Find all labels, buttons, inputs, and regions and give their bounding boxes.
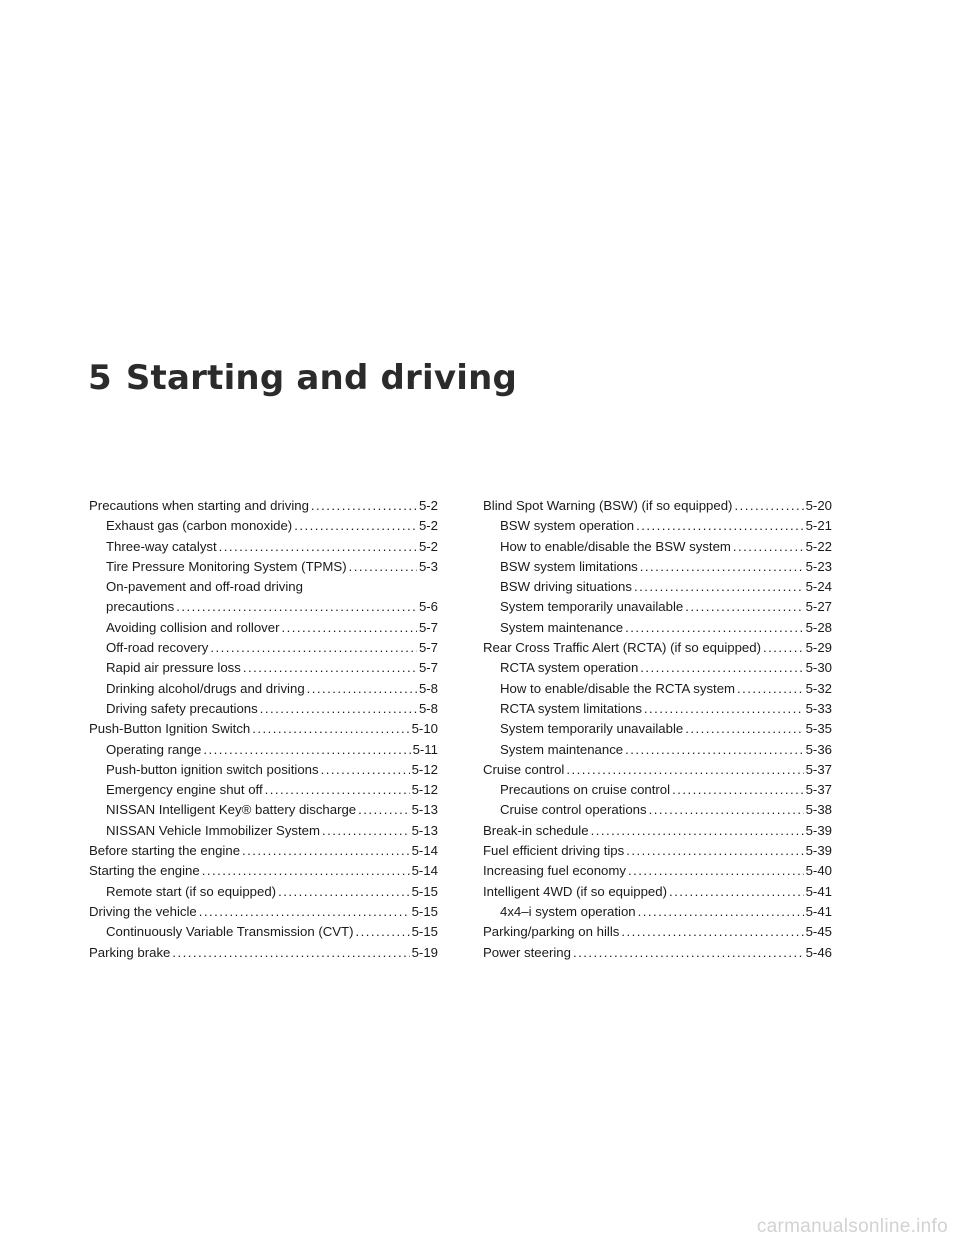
toc-entry-label: BSW driving situations xyxy=(500,579,632,595)
toc-entry-label: Remote start (if so equipped) xyxy=(106,883,277,899)
toc-entry[interactable] xyxy=(483,496,832,516)
toc-entry-page: 5-33 xyxy=(805,700,832,716)
toc-entry-label: Driving safety precautions xyxy=(106,700,258,716)
toc-entry-page: 5-10 xyxy=(411,721,438,737)
toc-entry-label: RCTA system limitations xyxy=(500,700,642,716)
toc-entry[interactable] xyxy=(483,618,832,638)
toc-entry-label: Before starting the engine xyxy=(89,843,241,859)
toc-entry-label: Three-way catalyst xyxy=(106,538,217,554)
toc-entry[interactable] xyxy=(483,516,832,536)
toc-right-column xyxy=(483,496,832,963)
toc-entry[interactable] xyxy=(483,597,832,617)
toc-entry-page: 5-32 xyxy=(805,680,832,696)
toc-entry-page: 5-15 xyxy=(411,903,438,919)
toc-entry-label: Power steering xyxy=(483,944,571,960)
toc-entry-page: 5-41 xyxy=(805,883,832,899)
toc-entry[interactable] xyxy=(89,882,438,902)
toc-entry-page: 5-41 xyxy=(805,903,832,919)
toc-entry[interactable] xyxy=(89,516,438,536)
toc-entry-page: 5-45 xyxy=(805,924,832,940)
toc-entry[interactable] xyxy=(89,699,438,719)
toc-dot-leader xyxy=(625,740,803,760)
toc-entry-label: RCTA system operation xyxy=(500,660,639,676)
toc-entry[interactable] xyxy=(89,557,438,577)
toc-entry-label: Drinking alcohol/drugs and driving xyxy=(106,680,305,696)
toc-dot-leader xyxy=(172,943,409,963)
toc-entry-label: Emergency engine shut off xyxy=(106,782,263,798)
toc-entry-page: 5-11 xyxy=(412,741,438,757)
toc-entry-page: 5-36 xyxy=(805,741,832,757)
toc-dot-leader xyxy=(644,699,804,719)
toc-entry-label: Rapid air pressure loss xyxy=(106,660,241,676)
toc-entry-page: 5-29 xyxy=(805,640,832,656)
toc-dot-leader xyxy=(640,557,804,577)
toc-entry-label: Exhaust gas (carbon monoxide) xyxy=(106,518,293,534)
toc-entry-page: 5-13 xyxy=(411,802,438,818)
toc-dot-leader xyxy=(242,841,410,861)
toc-entry[interactable] xyxy=(483,902,832,922)
toc-dot-leader xyxy=(763,638,804,658)
toc-entry[interactable] xyxy=(483,557,832,577)
toc-dot-leader xyxy=(355,922,409,942)
toc-entry-page: 5-13 xyxy=(411,822,438,838)
toc-dot-leader xyxy=(307,679,417,699)
toc-dot-leader xyxy=(349,557,417,577)
toc-entry-page: 5-8 xyxy=(418,700,438,716)
toc-dot-leader xyxy=(219,537,417,557)
toc-entry-page: 5-35 xyxy=(805,721,832,737)
toc-entry-label: Increasing fuel economy xyxy=(483,863,626,879)
toc-entry-page: 5-15 xyxy=(411,883,438,899)
toc-entry[interactable] xyxy=(89,679,438,699)
toc-dot-leader xyxy=(625,618,803,638)
toc-dot-leader xyxy=(573,943,804,963)
toc-dot-leader xyxy=(322,821,410,841)
toc-entry-label: System maintenance xyxy=(500,741,624,757)
toc-entry[interactable] xyxy=(89,760,438,780)
toc-entry[interactable] xyxy=(89,496,438,516)
toc-dot-leader xyxy=(358,800,409,820)
watermark: carmanualsonline.info xyxy=(756,1216,948,1237)
toc-dot-leader xyxy=(636,516,803,536)
toc-dot-leader xyxy=(621,922,803,942)
toc-left-column xyxy=(89,496,438,963)
toc-entry-label: Blind Spot Warning (BSW) (if so equipped) xyxy=(483,498,733,513)
toc-dot-leader xyxy=(626,841,803,861)
toc-dot-leader xyxy=(591,821,804,841)
toc-entry-page: 5-6 xyxy=(418,599,438,615)
toc-entry-page: 5-38 xyxy=(805,802,832,818)
toc-dot-leader xyxy=(733,537,804,557)
toc-entry[interactable] xyxy=(89,861,438,881)
toc-dot-leader xyxy=(685,597,803,617)
toc-entry-label: Off-road recovery xyxy=(106,640,209,656)
toc-entry[interactable] xyxy=(483,882,832,902)
toc-entry-label: Intelligent 4WD (if so equipped) xyxy=(483,883,667,899)
toc-entry-label: 4x4–i system operation xyxy=(500,903,636,919)
toc-entry-page: 5-30 xyxy=(805,660,832,676)
toc-entry[interactable] xyxy=(483,943,832,963)
toc-entry[interactable] xyxy=(89,537,438,557)
toc-dot-leader xyxy=(311,496,417,516)
toc-dot-leader xyxy=(282,618,417,638)
toc-entry-label: Starting the engine xyxy=(89,863,200,879)
toc-entry[interactable] xyxy=(483,699,832,719)
toc-entry-page: 5-23 xyxy=(805,558,832,574)
toc-entry-label: Avoiding collision and rollover xyxy=(106,619,280,635)
toc-entry[interactable] xyxy=(89,658,438,678)
toc-entry[interactable] xyxy=(483,800,832,820)
toc-entry[interactable] xyxy=(483,760,832,780)
toc-dot-leader xyxy=(672,780,804,800)
toc-dot-leader xyxy=(202,861,410,881)
toc-entry[interactable] xyxy=(89,821,438,841)
toc-entry-page: 5-7 xyxy=(418,640,438,656)
toc-entry[interactable] xyxy=(483,821,832,841)
toc-entry-page: 5-39 xyxy=(805,843,832,859)
toc-entry[interactable] xyxy=(483,922,832,942)
toc-entry-page: 5-37 xyxy=(805,761,832,777)
toc-entry[interactable] xyxy=(483,537,832,557)
toc-entry[interactable] xyxy=(89,597,438,617)
toc-dot-leader xyxy=(210,638,417,658)
toc-dot-leader xyxy=(278,882,410,902)
toc-entry[interactable] xyxy=(483,780,832,800)
toc-entry-page: 5-39 xyxy=(805,822,832,838)
toc-dot-leader xyxy=(669,882,804,902)
toc-entry[interactable] xyxy=(89,638,438,658)
toc-entry-label: Tire Pressure Monitoring System (TPMS) xyxy=(106,558,347,574)
toc-entry-page: 5-27 xyxy=(805,599,832,615)
toc-entry-label: Cruise control operations xyxy=(500,802,647,818)
toc-entry-page: 5-3 xyxy=(418,558,438,574)
toc-entry-page: 5-19 xyxy=(411,944,438,960)
toc-entry-page: 5-12 xyxy=(411,761,438,777)
toc-entry-page: 5-14 xyxy=(411,843,438,859)
toc-entry-page: 5-24 xyxy=(805,579,832,595)
toc-entry-page: 5-20 xyxy=(805,498,832,513)
toc-dot-leader xyxy=(566,760,803,780)
toc-entry[interactable] xyxy=(483,740,832,760)
toc-entry-label: BSW system operation xyxy=(500,518,635,534)
toc-entry-label: Push-Button Ignition Switch xyxy=(89,721,251,737)
toc-entry[interactable] xyxy=(483,577,832,597)
toc-dot-leader xyxy=(176,597,417,617)
toc-entry-page: 5-28 xyxy=(805,619,832,635)
toc-entry-label: System temporarily unavailable xyxy=(500,599,684,615)
toc-entry-page: 5-40 xyxy=(805,863,832,879)
toc-entry-label: Push-button ignition switch positions xyxy=(106,761,319,777)
toc-entry-page: 5-14 xyxy=(411,863,438,879)
toc-entry-page: 5-12 xyxy=(411,782,438,798)
toc-entry-label: Precautions when starting and driving xyxy=(89,498,309,513)
toc-entry-label: Driving the vehicle xyxy=(89,903,197,919)
chapter-title xyxy=(88,358,517,398)
toc-dot-leader xyxy=(634,577,804,597)
toc-dot-leader xyxy=(737,679,804,699)
toc-entry-label: System maintenance xyxy=(500,619,624,635)
toc-dot-leader xyxy=(199,902,410,922)
toc-entry-page: 5-2 xyxy=(418,498,438,513)
toc-entry-label: Continuously Variable Transmission (CVT) xyxy=(106,924,354,940)
toc-dot-leader xyxy=(252,719,409,739)
toc-entry-label: How to enable/disable the BSW system xyxy=(500,538,731,554)
toc-dot-leader xyxy=(734,496,803,516)
toc-entry-label: Parking brake xyxy=(89,944,171,960)
toc-dot-leader xyxy=(628,861,804,881)
toc-entry-page: 5-2 xyxy=(418,518,438,534)
toc-entry-label: Parking/parking on hills xyxy=(483,924,620,940)
toc-entry[interactable] xyxy=(89,943,438,963)
toc-dot-leader xyxy=(685,719,803,739)
toc-entry-label: Rear Cross Traffic Alert (RCTA) (if so equipped) xyxy=(483,640,761,656)
toc-entry[interactable] xyxy=(89,841,438,861)
toc-entry-label: Operating range xyxy=(106,741,202,757)
toc-dot-leader xyxy=(640,658,803,678)
toc-entry-page: 5-22 xyxy=(805,538,832,554)
toc-entry-page: 5-2 xyxy=(418,538,438,554)
toc-dot-leader xyxy=(638,902,804,922)
toc-entry[interactable] xyxy=(483,638,832,658)
toc-dot-leader xyxy=(294,516,417,536)
toc-entry[interactable] xyxy=(483,679,832,699)
toc-entry[interactable] xyxy=(483,658,832,678)
toc-entry[interactable] xyxy=(483,719,832,739)
toc-entry[interactable] xyxy=(89,577,438,597)
toc-dot-leader xyxy=(649,800,804,820)
toc-entry-label: Cruise control xyxy=(483,761,565,777)
toc-dot-leader xyxy=(203,740,410,760)
toc-dot-leader xyxy=(321,760,410,780)
toc-entry-page: 5-7 xyxy=(418,619,438,635)
toc-entry[interactable] xyxy=(89,719,438,739)
toc-entry-label: precautions xyxy=(106,599,175,615)
toc-dot-leader xyxy=(243,658,417,678)
toc-entry[interactable] xyxy=(89,618,438,638)
toc-entry[interactable] xyxy=(89,740,438,760)
chapter-title-text: Starting and driving xyxy=(125,358,518,398)
toc-entry-page: 5-46 xyxy=(805,944,832,960)
chapter-number: 5 xyxy=(88,358,112,398)
toc-dot-leader xyxy=(265,780,410,800)
toc-entry[interactable] xyxy=(89,800,438,820)
toc-entry-page: 5-21 xyxy=(805,518,832,534)
toc-entry[interactable] xyxy=(89,780,438,800)
toc-entry-label: How to enable/disable the RCTA system xyxy=(500,680,736,696)
toc-entry-page: 5-15 xyxy=(411,924,438,940)
toc-entry-label: Fuel efficient driving tips xyxy=(483,843,625,859)
toc-entry-label: Precautions on cruise control xyxy=(500,782,671,798)
toc-entry-page: 5-7 xyxy=(418,660,438,676)
toc-entry-label: Break-in schedule xyxy=(483,822,589,838)
toc-entry[interactable] xyxy=(483,861,832,881)
toc-entry[interactable] xyxy=(89,922,438,942)
toc-entry-page: 5-37 xyxy=(805,782,832,798)
toc-entry-label: System temporarily unavailable xyxy=(500,721,684,737)
toc-entry-label: BSW system limitations xyxy=(500,558,638,574)
toc-entry[interactable] xyxy=(89,902,438,922)
toc-entry[interactable] xyxy=(483,841,832,861)
toc-entry-label: On-pavement and off-road driving xyxy=(106,579,303,595)
toc-entry-page: 5-8 xyxy=(418,680,438,696)
toc-dot-leader xyxy=(260,699,417,719)
toc-entry-label: NISSAN Vehicle Immobilizer System xyxy=(106,822,320,838)
toc-entry-label: NISSAN Intelligent Key® battery discharge xyxy=(106,802,357,818)
